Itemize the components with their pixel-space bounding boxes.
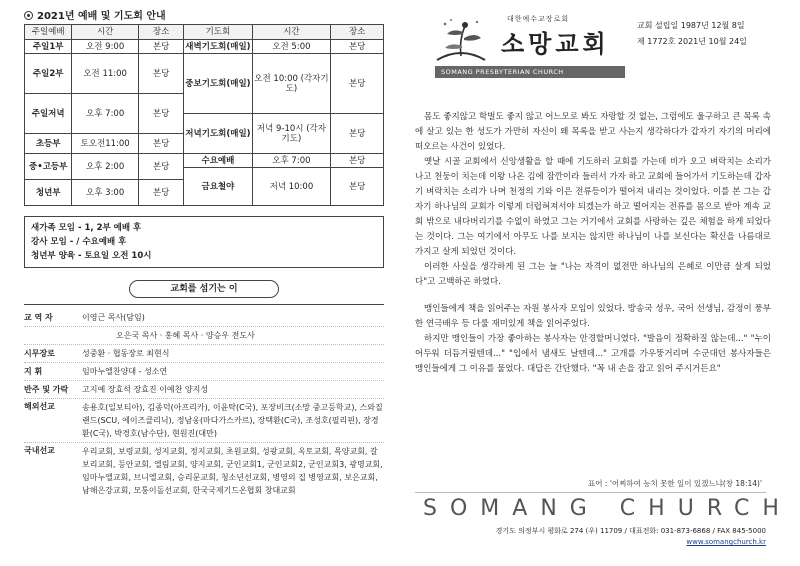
service-place: 본당 (138, 40, 183, 54)
prayer-time: 오전 5:00 (252, 40, 331, 54)
prayer-place: 본당 (331, 54, 384, 114)
prayer-name: 새벽기도회(매일) (185, 41, 251, 52)
prayer-place: 본당 (331, 114, 384, 154)
service-place: 본당 (138, 154, 183, 180)
service-name: 주일2부 (25, 54, 72, 94)
table-row (25, 154, 384, 168)
masthead (415, 10, 780, 82)
motto-reference: 표어 : '어찌하여 능치 못한 일이 있겠느냐(창 18:14)' (588, 479, 762, 488)
leaders-title: 교회를 섬기는 이 (129, 280, 279, 298)
header-cell: 시간 (252, 25, 331, 40)
table-row (25, 40, 384, 54)
prayer-place: 본당 (331, 40, 384, 54)
article-paragraph: 이러한 사실을 생각하게 된 그는 늘 "나는 자격이 없전만 하나님의 은혜로 이만큼 살게 되었다"고 고백하곤 하였다. (415, 262, 771, 287)
service-time: 오후 7:00 (72, 94, 139, 134)
leader-label: 해외선교 (24, 402, 55, 411)
header-cell: 시간 (72, 25, 139, 40)
leader-label: 교 역 자 (24, 313, 53, 322)
church-logo-icon (433, 16, 489, 66)
article-paragraph: 몸도 좋지않고 학벌도 좋지 않고 어느모로 봐도 자랑할 것 없는, 그럼에도 울구하고 큰 목록 속에 살고 있는 한 성도가 가만히 자신이 왜 목록을 받고 사는지 생각하다가 갑자기 자기의 머리에 떠오르는 사건이 있었다. (415, 112, 771, 152)
service-place: 본당 (138, 180, 183, 206)
service-time: 오전 11:00 (72, 54, 139, 94)
right-column (415, 10, 792, 546)
divider (24, 304, 384, 305)
brand-wordmark: SOMANG CHURCH (423, 496, 792, 521)
leader-value: 오은국 목사 · 홍혜 목사 · 양승우 전도사 (116, 331, 255, 340)
prayer-place: 본당 (331, 168, 384, 206)
address: 경기도 의정부시 평화로 274 (우) 11709 / 대표전화: 031-873-6868 / FAX 845-5000 (495, 527, 766, 535)
leader-value: 고지예 장효석 장효진 이예찬 양지성 (82, 385, 209, 394)
table-row (25, 54, 384, 74)
leader-label: 반주 및 가락 (24, 385, 69, 394)
prayer-name: 금요철야 (184, 168, 252, 206)
bulletin-meta (637, 18, 747, 50)
prayer-time: 오후 7:00 (252, 154, 331, 168)
header-cell: 기도회 (184, 25, 252, 40)
leader-value: 성중환 · 협동장로 최현식 (82, 349, 170, 358)
spacer (415, 290, 771, 302)
founded-date: 교회 설립일 1987년 12월 8일 (637, 21, 745, 30)
service-name: 중•고등부 (25, 154, 72, 180)
service-place: 본당 (138, 54, 183, 94)
leader-label: 국내선교 (24, 446, 55, 455)
schedule-table (24, 24, 384, 206)
service-time: 토오전11:00 (72, 134, 139, 154)
article (415, 110, 771, 377)
service-place: 본당 (138, 134, 183, 154)
service-time: 오후 3:00 (72, 180, 139, 206)
prayer-name: 수요예배 (184, 154, 252, 168)
leader-value: 임마누엘찬양대 - 성소연 (82, 367, 168, 376)
prayer-time: 저녁 9-10시 (각자기도) (252, 114, 331, 154)
notices-box (24, 216, 384, 268)
leader-value: 송용호(일보티아), 김종덕(아프리카), 이윤탁(C국), 포장비크(소망 중고등학교), 스와질랜드(SCU, 에이즈클리닉), 정남웅(마다가스카르), 장택환(C국), 조성호(필리핀), 장경환(C국), 박경호(남수단), 현원진(대만) (82, 403, 383, 438)
list-item (24, 399, 384, 443)
issue-number: 제 1772호 2021년 10월 24일 (637, 37, 747, 46)
circle-bullet-icon (24, 11, 33, 20)
list-item (24, 327, 384, 345)
footer (496, 526, 766, 548)
service-name: 초등부 (25, 134, 72, 154)
article-paragraph: 하지만 맹인들이 가장 좋아하는 봉사자는 안경할머니였다. "발음이 정확하질 않는데..." "누이 어두워 더듬거릴텐데..." "입에서 냄새도 날텐데..." 고개를 가우뚱거리며 수군대던 봉사자들은 맹인들에게 그 이유를 물었다. 대답은 간단했다. "꼭 내 손을 잡고 읽어 주시거든요" (415, 334, 771, 374)
header-cell: 장소 (331, 25, 384, 40)
prayer-time: 오전 10:00 (각자기도) (252, 54, 331, 114)
notice-item: 청년부 양육 - 토요일 오전 10시 (31, 251, 152, 261)
church-name: 소망교회 (501, 29, 610, 58)
notice-item: 강사 모임 - / 수요예배 후 (31, 237, 127, 247)
divider (415, 492, 766, 493)
leader-value: 우리교회, 보령교회, 성지교회, 정지교회, 초원교회, 성광교회, 옥토교회, 목양교회, 갈보리교회, 등안교회, 엘림교회, 양지교회, 군인교회1, 군인교회2, 군인교회3, 광명교회, 임마누엘교회, 브니엘교회, 승리문교회, 청소년선교회, 병영의 집 병영교회, 보은교회, 남해은강교회, 모퉁이돌선교회, 한국국제기드온협회 창대교회 (82, 447, 383, 495)
service-name: 청년부 (25, 180, 72, 206)
service-time: 오후 2:00 (72, 154, 139, 180)
article-paragraph: 맹인들에게 책을 읽어주는 자원 봉사자 모임이 있었다. 방송국 성우, 국어 선생님, 감정이 풍부한 연극배우 등 다룰 재미있게 책을 읽어주었다. (415, 304, 771, 329)
service-name: 주일저녁 (25, 94, 72, 134)
denomination-label: 대한예수교장로회 (507, 15, 570, 23)
list-item (24, 363, 384, 381)
schedule-title: 2021년 예배 및 기도회 안내 (24, 10, 384, 24)
leader-value: 이영근 목사(담임) (82, 313, 145, 322)
prayer-place: 본당 (331, 154, 384, 168)
leaders-list (24, 309, 384, 499)
prayer-name: 중보기도회(매일) (184, 54, 252, 114)
prayer-name: 저녁기도회(매일) (184, 114, 252, 154)
service-place: 본당 (138, 94, 183, 134)
header-cell: 주일예배 (25, 25, 72, 40)
header-cell: 장소 (138, 25, 183, 40)
leader-label: 시무장로 (24, 349, 55, 358)
list-item (24, 345, 384, 363)
website-link[interactable]: www.somangchurch.kr (686, 538, 766, 546)
church-english-name: SOMANG PRESBYTERIAN CHURCH (435, 66, 625, 78)
article-paragraph: 옛날 시골 교회에서 신앙생활을 할 때에 기도하러 교회를 가는데 비가 오고 벼락치는 소리가 나고 천둥이 치는데 이왕 나온 김에 잠깐이라 들러서 가자 하고 교회에 들어가서 기도하는데 갑자기 벼락치는 소리가 나며 천정의 기와 이은 전류등이가 떨어져 내리는 것이었다. 이를 본 그는 갑자기 하나님의 교회가 이렇게 더럽혀져서야 되겠는가 하고 떨어지는 전류를 몸으로 받아 계속 교회 밖으로 내다버리기를 수없이 하였고 그는 거기에서 교회를 사랑하는 깊은 체험을 하게 되었다는 것이다. 그는 여기에서 아무도 나를 보지는 않지만 하나님이 나를 보신다는 확신을 나름대로 가지고 살게 되었던 것이다. (415, 157, 771, 257)
list-item (24, 309, 384, 327)
list-item (24, 443, 384, 499)
prayer-time: 저녁 10:00 (252, 168, 331, 206)
notice-item: 새가족 모임 - 1, 2부 예배 후 (31, 223, 142, 233)
list-item (24, 381, 384, 399)
service-time: 오전 9:00 (72, 40, 139, 54)
service-name: 주일1부 (25, 40, 72, 54)
schedule-header-row (25, 25, 384, 40)
left-column (24, 10, 384, 499)
leader-label: 지 휘 (24, 367, 43, 376)
